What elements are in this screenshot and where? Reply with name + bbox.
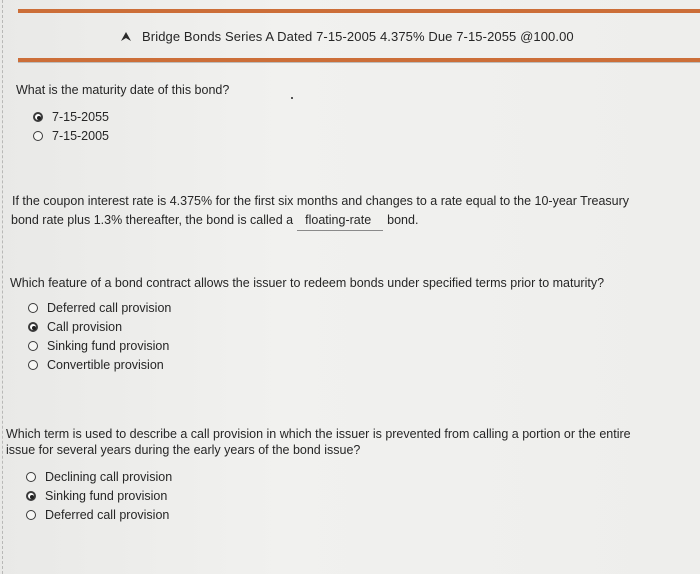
option-label: 7-15-2005 [52,129,109,143]
radio-unselected[interactable] [28,341,38,351]
option-label: Sinking fund provision [45,489,168,503]
radio-unselected[interactable] [33,131,43,141]
stray-dot [291,97,293,99]
question-coupon-prefix: bond rate plus 1.3% thereafter, the bond is called a [11,213,294,227]
bond-title: Bridge Bonds Series A Dated 7-15-2005 4.375% Due 7-15-2055 @100.00 [142,29,574,44]
option-deferred-call[interactable] [28,301,171,315]
question-coupon-suffix: bond. [387,213,419,227]
answer-blank-field[interactable] [297,211,383,231]
question-coupon-line2 [11,211,418,231]
option-sinking-fund-2[interactable] [26,489,167,503]
option-label: Deferred call provision [45,508,170,522]
option-deferred-call-2[interactable] [26,508,169,522]
radio-selected[interactable] [28,322,38,332]
option-label: Call provision [47,320,123,334]
option-call-provision[interactable] [28,320,122,334]
bond-header [120,29,574,44]
radio-unselected[interactable] [26,472,36,482]
header-divider [18,62,700,63]
option-label: Declining call provision [45,470,173,484]
option-sinking-fund[interactable] [28,339,169,353]
left-edge-divider [2,0,3,574]
radio-unselected[interactable] [28,360,38,370]
answer-floating-rate: floating-rate [305,213,372,227]
option-maturity-2055[interactable] [33,110,109,124]
top-orange-rule [18,9,700,13]
radio-selected[interactable] [26,491,36,501]
radio-selected[interactable] [33,112,43,122]
option-maturity-2005[interactable] [33,129,109,143]
option-label: Sinking fund provision [47,339,170,353]
question-maturity-date: What is the maturity date of this bond? [16,83,230,97]
radio-unselected[interactable] [26,510,36,520]
option-declining-call[interactable] [26,470,172,484]
question-call-term-line1: Which term is used to describe a call provision in which the issuer is prevented from calling a portion or the entire [6,427,631,441]
option-label: Convertible provision [47,358,164,372]
question-call-term-line2: issue for several years during the early years of the bond issue? [6,443,361,457]
radio-unselected[interactable] [28,303,38,313]
option-label: Deferred call provision [47,301,172,315]
question-redeem-feature: Which feature of a bond contract allows the issuer to redeem bonds under specified terms prior to maturity? [10,276,605,290]
option-label: 7-15-2055 [52,110,109,124]
arrow-pointer-icon [120,31,132,43]
option-convertible[interactable] [28,358,164,372]
question-coupon-line1: If the coupon interest rate is 4.375% for the first six months and changes to a rate equal to the 10-year Treasury [12,194,630,208]
